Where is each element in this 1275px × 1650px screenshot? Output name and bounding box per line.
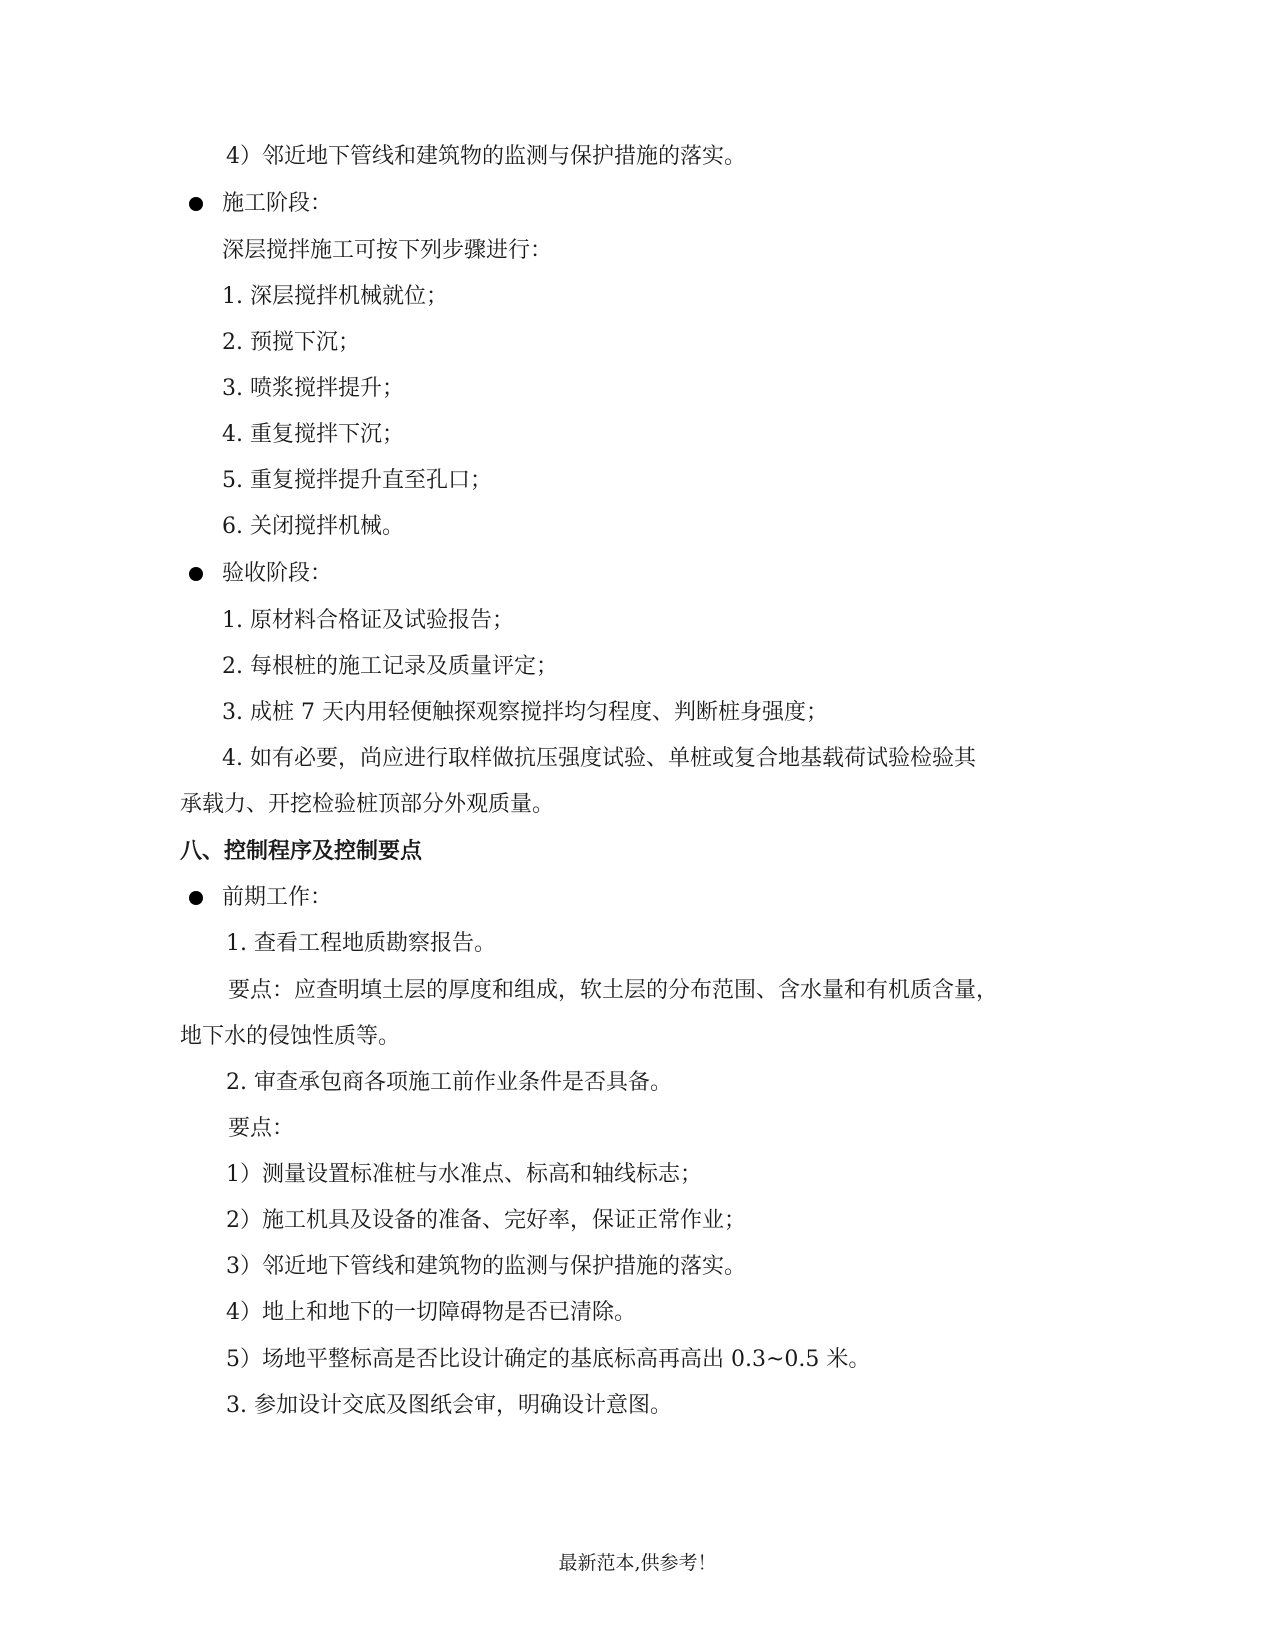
key-points-label: 要点： [228, 1116, 295, 1141]
list-item: 4）地上和地下的一切障碍物是否已清除。 [226, 1300, 636, 1325]
list-item: 5）场地平整标高是否比设计确定的基底标高再高出 0.3~0.5 米。 [226, 1347, 871, 1372]
list-item: 2. 审查承包商各项施工前作业条件是否具备。 [226, 1070, 672, 1095]
bullet-icon [189, 197, 203, 211]
list-item: 4. 如有必要，尚应进行取样做抗压强度试验、单桩或复合地基载荷试验检验其 [222, 746, 976, 771]
bullet-icon [189, 567, 203, 581]
bullet-label: 前期工作： [222, 885, 333, 910]
list-item: 3. 喷浆搅拌提升； [222, 376, 404, 401]
section-bullet-construction [0, 189, 1275, 219]
bullet-label: 施工阶段： [222, 191, 333, 216]
paragraph-continuation: 承载力、开挖检验桩顶部分外观质量。 [180, 792, 555, 817]
key-points: 要点：应查明填土层的厚度和组成，软土层的分布范围、含水量和有机质含量， [228, 978, 999, 1003]
bullet-icon [189, 891, 203, 905]
list-item: 1. 查看工程地质勘察报告。 [226, 931, 496, 956]
section-bullet-acceptance [0, 559, 1275, 589]
list-item: 2. 预搅下沉； [222, 330, 360, 355]
page-footer: 最新范本,供参考！ [558, 1552, 717, 1574]
section-bullet-preliminary [0, 883, 1275, 913]
list-item: 3. 成桩 7 天内用轻便触探观察搅拌均匀程度、判断桩身强度； [222, 700, 828, 725]
paragraph: 深层搅拌施工可按下列步骤进行： [222, 238, 553, 263]
list-item: 1）测量设置标准桩与水准点、标高和轴线标志； [226, 1162, 702, 1187]
section-heading: 八、控制程序及控制要点 [180, 839, 423, 864]
list-item: 2）施工机具及设备的准备、完好率，保证正常作业； [226, 1208, 746, 1233]
list-item: 3. 参加设计交底及图纸会审，明确设计意图。 [226, 1393, 672, 1418]
list-item: 4. 重复搅拌下沉； [222, 422, 404, 447]
list-item: 5. 重复搅拌提升直至孔口； [222, 468, 492, 493]
list-item: 2. 每根桩的施工记录及质量评定； [222, 654, 558, 679]
list-item: 1. 深层搅拌机械就位； [222, 284, 448, 309]
paragraph-continuation: 地下水的侵蚀性质等。 [180, 1024, 401, 1049]
list-item: 1. 原材料合格证及试验报告； [222, 608, 514, 633]
list-item: 6. 关闭搅拌机械。 [222, 514, 404, 539]
list-item: 4）邻近地下管线和建筑物的监测与保护措施的落实。 [226, 144, 746, 169]
list-item: 3）邻近地下管线和建筑物的监测与保护措施的落实。 [226, 1254, 746, 1279]
bullet-label: 验收阶段： [222, 561, 333, 586]
